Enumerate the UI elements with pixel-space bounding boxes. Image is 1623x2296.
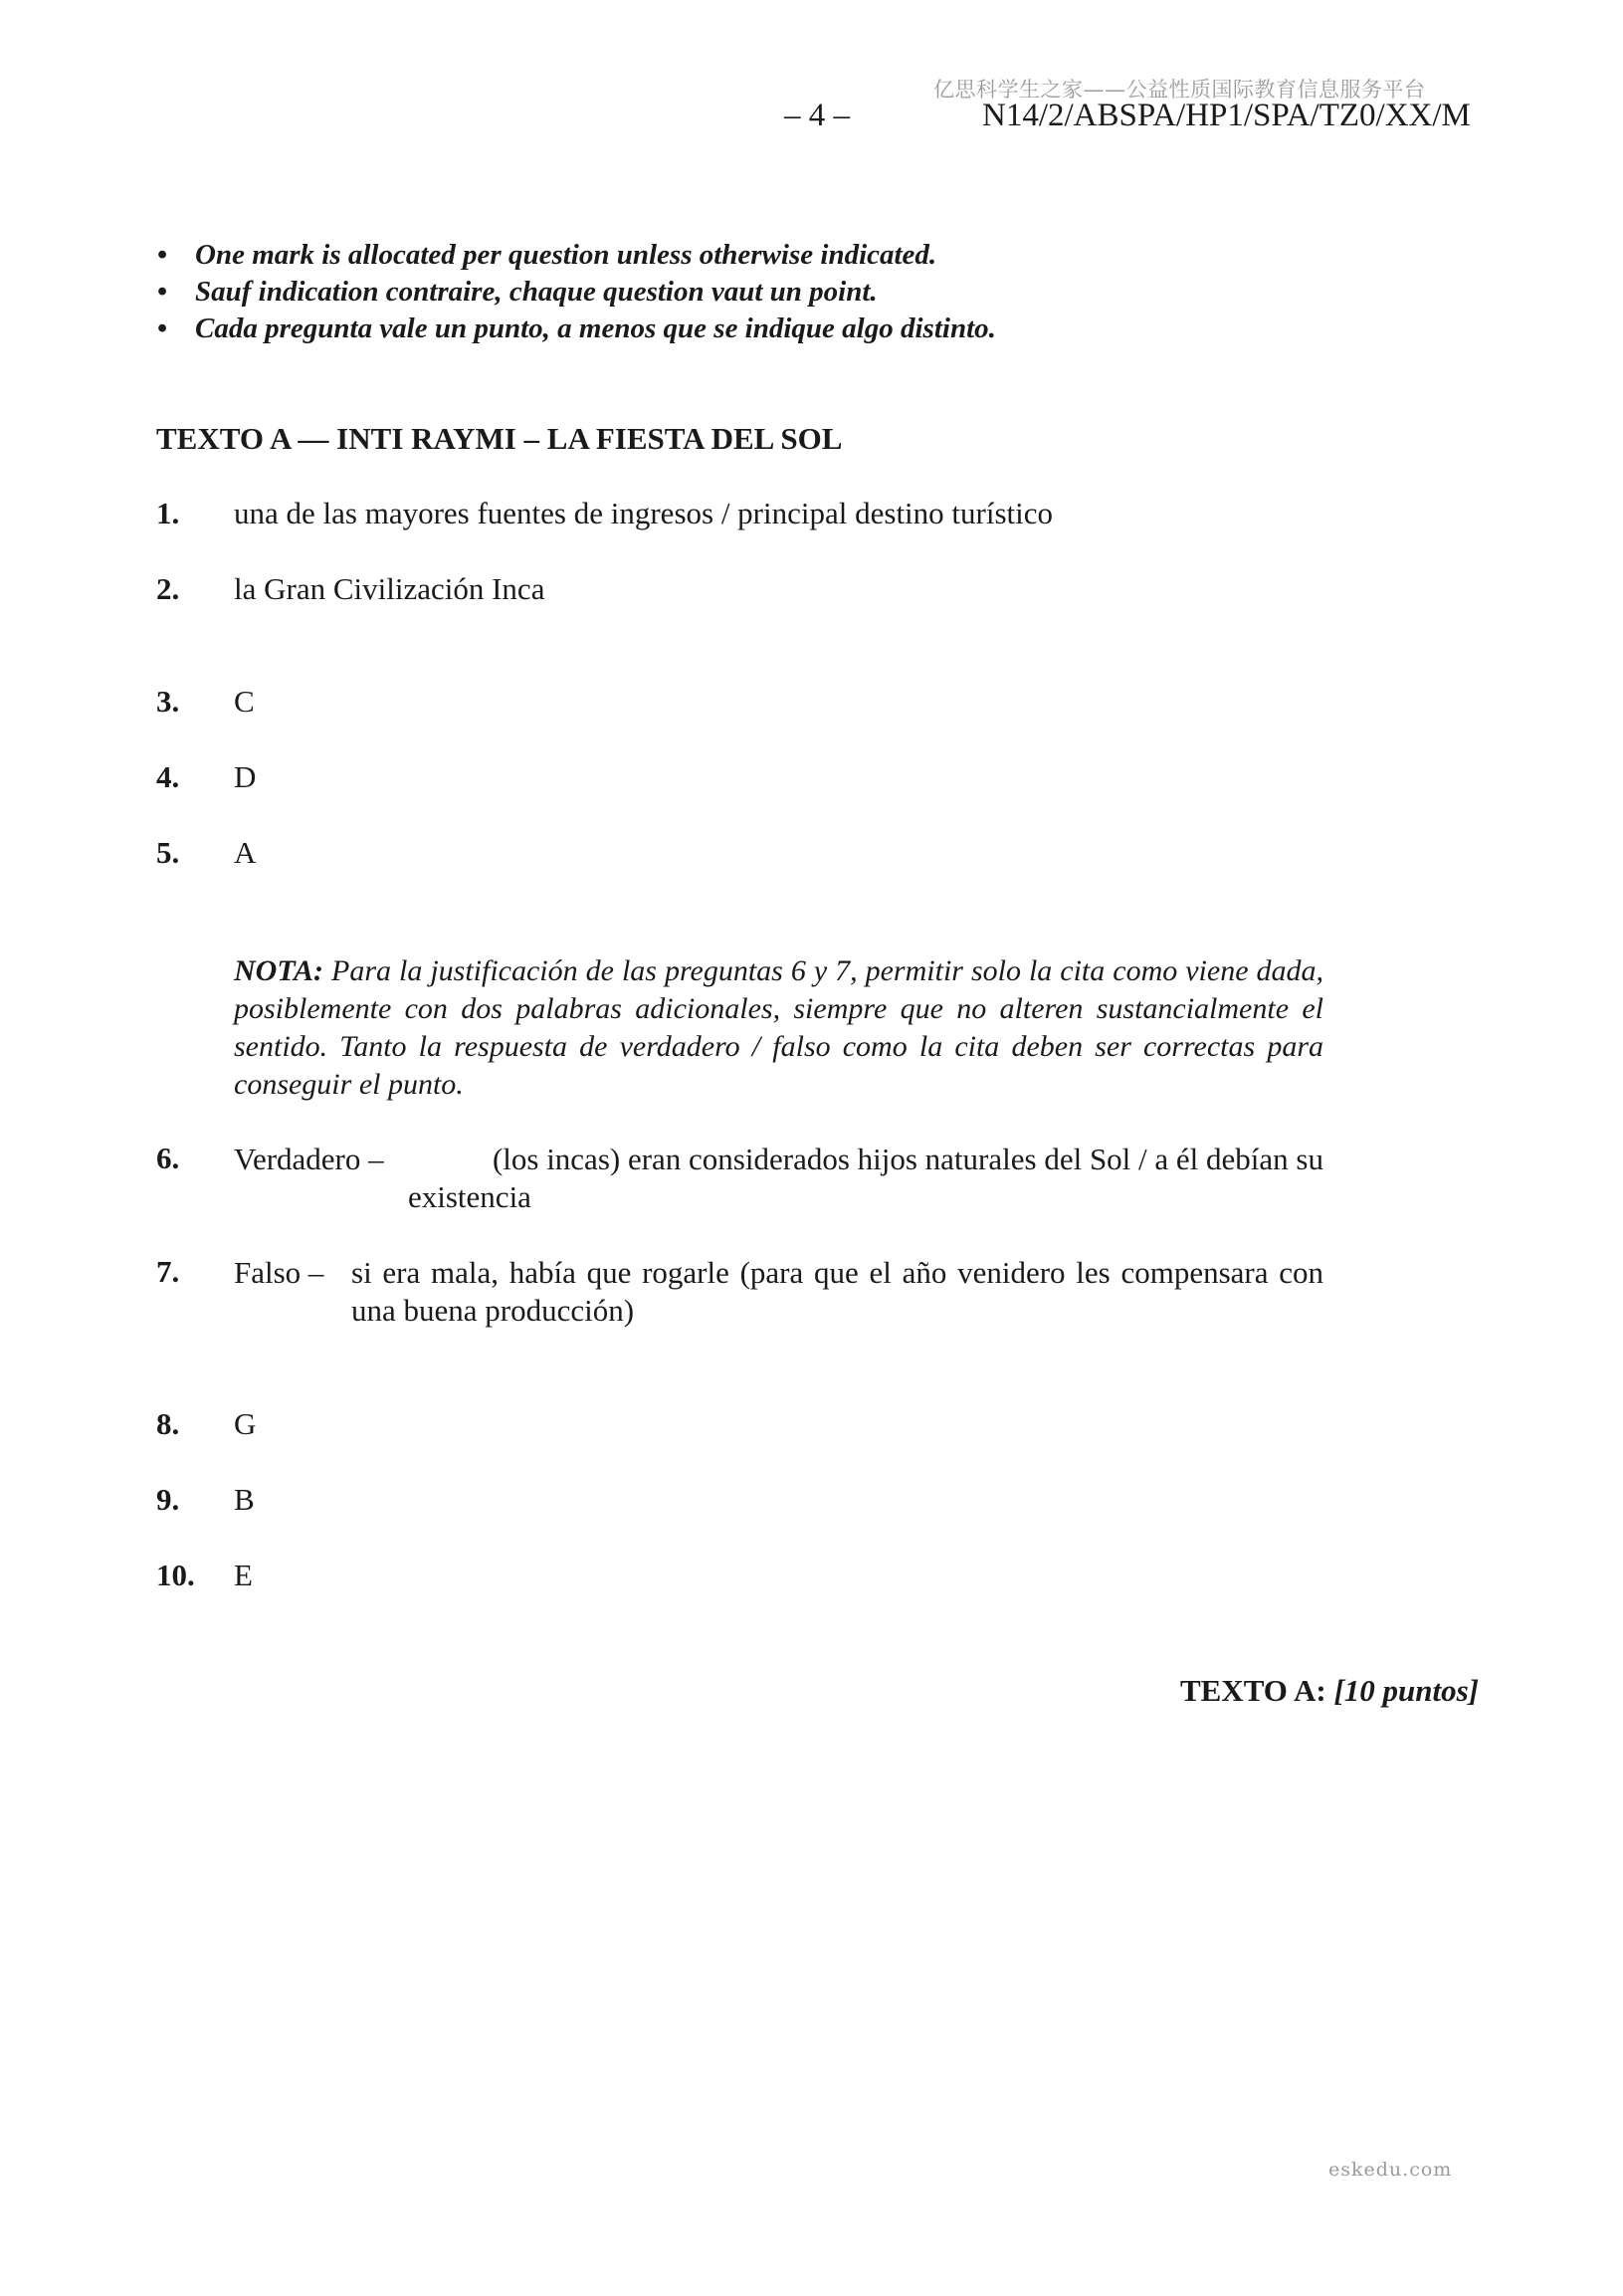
note-label: NOTA: [234,954,323,987]
answer-number: 7. [156,1254,180,1289]
answer-text: una de las mayores fuentes de ingresos / principal destino turístico [234,496,1054,530]
answer-text: la Gran Civilización Inca [234,571,545,606]
answer-number: 4. [156,759,180,794]
answer-6-text-line1: (los incas) eran considerados hijos naturales del Sol / a él debían su [492,1142,1323,1176]
section-title: TEXTO A — INTI RAYMI – LA FIESTA DEL SOL [156,421,843,456]
answer-number: 9. [156,1482,180,1517]
answer-text: C [234,684,255,719]
answer-6-label: Verdadero – [234,1142,384,1176]
document-code: N14/2/ABSPA/HP1/SPA/TZ0/XX/M [982,98,1471,133]
answer-text: E [234,1558,253,1592]
answer-number: 8. [156,1406,180,1441]
answer-text: D [234,759,257,794]
answer-6-text-line2: existencia [408,1179,531,1214]
answer-7 [234,1254,1323,1330]
answer-number: 5. [156,835,180,870]
answer-number: 3. [156,684,180,719]
answer-6 [234,1141,1323,1216]
marking-note [234,952,1323,1104]
answer-text: B [234,1482,255,1517]
answer-number: 10. [156,1558,195,1592]
section-total [1180,1673,1479,1709]
answer-7-text: si era mala, había que rogarle (para que el año venidero les compensara con una buena producción) [351,1255,1323,1328]
instruction-spanish: • Cada pregunta vale un punto, a menos que se indique algo distinto. [155,311,996,347]
watermark-text: 亿思科学生之家——公益性质国际教育信息服务平台 [933,78,1426,102]
page-number: – 4 – [784,98,850,133]
instruction-french: • Sauf indication contraire, chaque question vaut un point. [155,274,996,311]
answer-7-label: Falso – [234,1255,324,1290]
instruction-english: • One mark is allocated per question unless otherwise indicated. [155,237,996,274]
total-label: TEXTO A: [1179,1673,1326,1708]
instructions-list [155,237,996,347]
answer-text: G [234,1406,257,1441]
answer-number: 6. [156,1141,180,1175]
note-text: Para la justificación de las preguntas 6 y 7, permitir solo la cita como viene dada, posiblemente con dos palabras adicionales, siempre que no alteren sustancialmente el sentido. Tanto la respuesta de verdadero / falso como la cita deben ser correctas para conseguir el punto. [234,954,1324,1101]
answer-number: 2. [156,571,180,606]
answer-number: 1. [156,496,180,530]
footer-url: eskedu.com [1328,2159,1453,2181]
total-value: [10 puntos] [1333,1673,1479,1708]
answer-text: A [234,835,257,870]
